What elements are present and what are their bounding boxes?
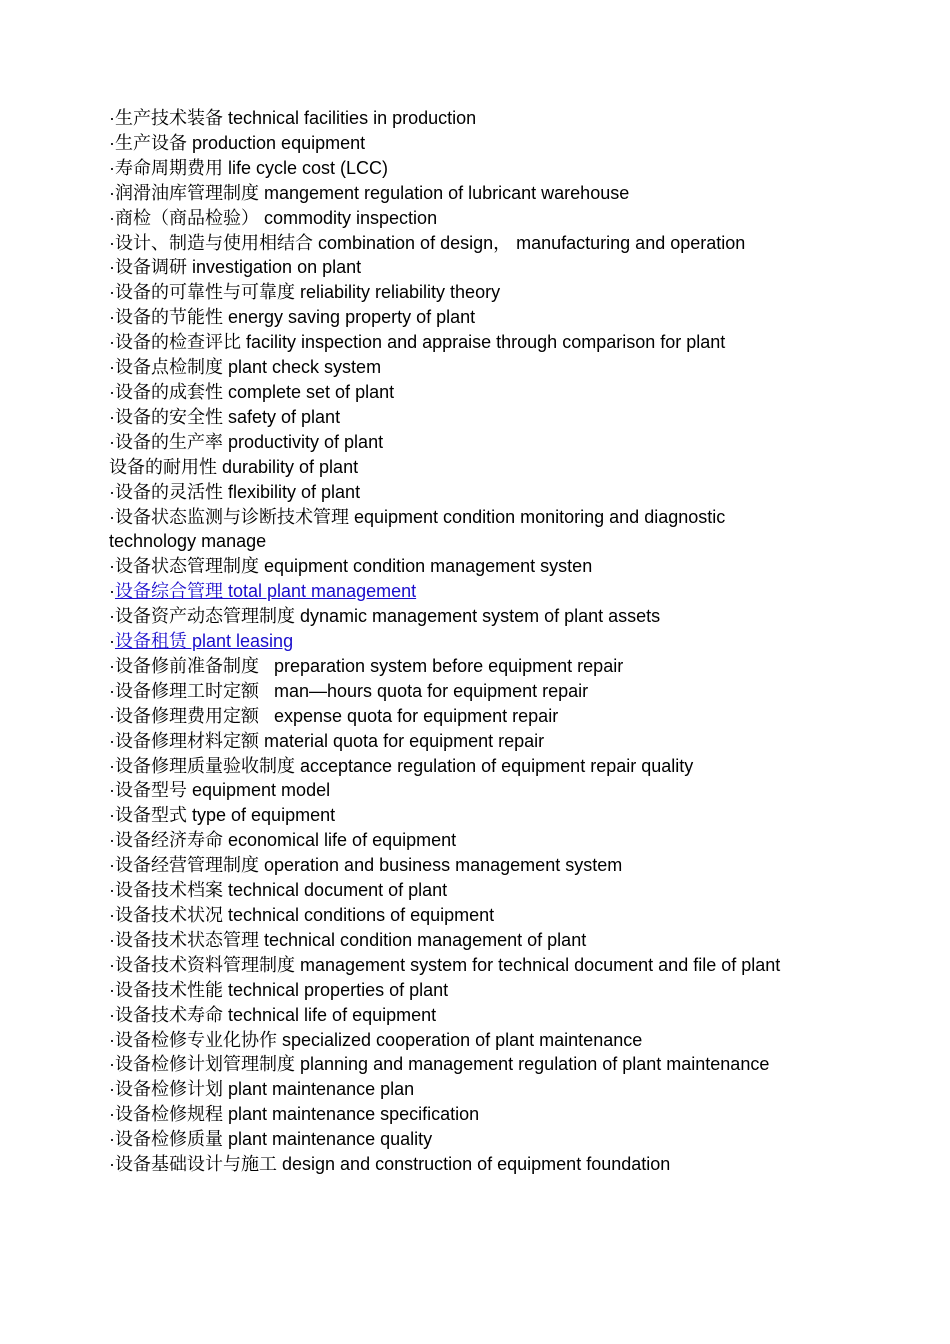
- bullet-dot: ·: [109, 755, 115, 776]
- glossary-term-text: 设备修理质量验收制度 acceptance regulation of equipment repair quality: [115, 755, 694, 776]
- glossary-entry: [109, 231, 809, 256]
- glossary-entry: [109, 654, 809, 679]
- glossary-entry: [109, 206, 809, 231]
- glossary-term-link[interactable]: 设备综合管理 total plant management: [115, 581, 417, 602]
- bullet-dot: ·: [109, 1004, 115, 1025]
- bullet-dot: ·: [109, 481, 115, 502]
- bullet-dot: ·: [109, 705, 115, 726]
- glossary-entry: [109, 280, 809, 305]
- bullet-dot: ·: [109, 1029, 115, 1050]
- glossary-entry: [109, 1028, 809, 1053]
- bullet-dot: ·: [109, 929, 115, 950]
- glossary-term-text: 设备技术性能 technical properties of plant: [115, 979, 449, 1000]
- glossary-term-text: 设备状态管理制度 equipment condition management systen: [115, 556, 593, 577]
- glossary-entry: [109, 380, 809, 405]
- glossary-term-text: 设备的成套性 complete set of plant: [115, 381, 395, 402]
- bullet-dot: ·: [109, 381, 115, 402]
- glossary-entry: [109, 1052, 809, 1077]
- glossary-term-text: 设备技术资料管理制度 management system for technical document and file of plant: [115, 954, 781, 975]
- bullet-dot: ·: [109, 805, 115, 826]
- glossary-entry: [109, 181, 809, 206]
- glossary-entry: [109, 953, 809, 978]
- glossary-term-text: 设备的检查评比 facility inspection and appraise through comparison for plant: [115, 332, 726, 353]
- glossary-term-text: 设备检修规程 plant maintenance specification: [115, 1104, 480, 1125]
- bullet-dot: ·: [109, 132, 115, 153]
- glossary-term-text: 设备修理费用定额 expense quota for equipment repair: [115, 705, 559, 726]
- glossary-entry: [109, 928, 809, 953]
- glossary-entry-list: [109, 106, 809, 1177]
- glossary-entry: [109, 554, 809, 579]
- bullet-dot: ·: [109, 357, 115, 378]
- glossary-term-text: 设备技术状态管理 technical condition management of plant: [115, 929, 587, 950]
- glossary-term-text: 设备基础设计与施工 design and construction of equipment foundation: [115, 1154, 671, 1175]
- glossary-entry: [109, 480, 809, 505]
- glossary-term-text: 设备技术状况 technical conditions of equipment: [115, 905, 495, 925]
- bullet-dot: ·: [109, 207, 115, 228]
- glossary-term-link[interactable]: 设备租赁 plant leasing: [115, 631, 294, 652]
- glossary-entry: [109, 1102, 809, 1127]
- glossary-term-text: 商检（商品检验） commodity inspection: [115, 207, 438, 228]
- bullet-dot: ·: [109, 954, 115, 975]
- glossary-term-text: 设备的安全性 safety of plant: [115, 406, 341, 427]
- glossary-term-text: 设备型号 equipment model: [115, 780, 331, 801]
- glossary-term-text: 设备检修计划 plant maintenance plan: [115, 1079, 415, 1100]
- bullet-dot: ·: [109, 1054, 115, 1075]
- bullet-dot: ·: [109, 606, 115, 627]
- glossary-term-text: 生产设备 production equipment: [115, 132, 366, 153]
- glossary-term-text: 设备检修计划管理制度 planning and management regulation of plant maintenance: [115, 1054, 770, 1075]
- glossary-entry: [109, 305, 809, 330]
- glossary-entry: [109, 978, 809, 1003]
- glossary-term-text: 设备的耐用性 durability of plant: [109, 456, 359, 477]
- glossary-entry-link-row: [109, 629, 809, 654]
- glossary-entry: [109, 355, 809, 380]
- bullet-dot: ·: [109, 257, 115, 278]
- bullet-dot: ·: [109, 581, 115, 602]
- glossary-entry: [109, 729, 809, 754]
- glossary-term-text: 设备修前准备制度 preparation system before equipment repair: [115, 655, 624, 676]
- glossary-entry: [109, 455, 809, 480]
- glossary-term-text: 设备的生产率 productivity of plant: [115, 431, 384, 452]
- bullet-dot: ·: [109, 332, 115, 353]
- bullet-dot: ·: [109, 880, 115, 901]
- glossary-term-text: 设备技术档案 technical document of plant: [115, 880, 448, 901]
- glossary-term-text: 设备点检制度 plant check system: [115, 357, 382, 378]
- glossary-term-text: 设备检修专业化协作 specialized cooperation of plant maintenance: [115, 1029, 643, 1050]
- bullet-dot: ·: [109, 979, 115, 1000]
- glossary-entry: [109, 679, 809, 704]
- glossary-term-text: 润滑油库管理制度 mangement regulation of lubricant warehouse: [115, 182, 630, 203]
- bullet-dot: ·: [109, 830, 115, 851]
- glossary-entry: [109, 106, 809, 131]
- glossary-entry: [109, 903, 809, 928]
- bullet-dot: ·: [109, 282, 115, 303]
- bullet-dot: ·: [109, 1079, 115, 1100]
- bullet-dot: ·: [109, 406, 115, 427]
- glossary-entry: [109, 704, 809, 729]
- bullet-dot: ·: [109, 307, 115, 328]
- glossary-term-text: 设备检修质量 plant maintenance quality: [115, 1129, 433, 1150]
- glossary-entry: [109, 604, 809, 629]
- bullet-dot: ·: [109, 730, 115, 751]
- glossary-entry-link-row: [109, 579, 809, 604]
- glossary-term-text: 设备的节能性 energy saving property of plant: [115, 307, 476, 328]
- bullet-dot: ·: [109, 431, 115, 452]
- glossary-term-text: 设备技术寿命 technical life of equipment: [115, 1004, 437, 1025]
- bullet-dot: ·: [109, 1129, 115, 1150]
- glossary-entry: [109, 1127, 809, 1152]
- glossary-entry: [109, 878, 809, 903]
- glossary-entry: [109, 1003, 809, 1028]
- glossary-entry: [109, 1152, 809, 1177]
- glossary-entry: [109, 828, 809, 853]
- glossary-term-text: 设备经营管理制度 operation and business management system: [115, 855, 623, 876]
- bullet-dot: ·: [109, 855, 115, 876]
- glossary-term-text: 设备调研 investigation on plant: [115, 257, 362, 278]
- glossary-term-text: 设备状态监测与诊断技术管理 equipment condition monitoring and diagnostic technology manage: [109, 506, 731, 552]
- glossary-entry: [109, 803, 809, 828]
- glossary-entry: [109, 255, 809, 280]
- glossary-term-text: 设备资产动态管理制度 dynamic management system of plant assets: [115, 606, 661, 627]
- bullet-dot: ·: [109, 232, 115, 253]
- bullet-dot: ·: [109, 182, 115, 203]
- glossary-entry: [109, 1077, 809, 1102]
- glossary-entry: [109, 330, 809, 355]
- glossary-term-text: 设计、制造与使用相结合 combination of design， manufacturing and operation: [115, 232, 746, 253]
- glossary-entry: [109, 156, 809, 181]
- glossary-term-text: 寿命周期费用 life cycle cost (LCC): [115, 157, 389, 178]
- bullet-dot: ·: [109, 655, 115, 676]
- glossary-term-text: 设备型式 type of equipment: [115, 805, 336, 826]
- bullet-dot: ·: [109, 157, 115, 178]
- glossary-term-text: 生产技术装备 technical facilities in production: [115, 108, 477, 128]
- bullet-dot: ·: [109, 108, 115, 128]
- glossary-entry: [109, 754, 809, 779]
- glossary-term-text: 设备的可靠性与可靠度 reliability reliability theory: [115, 282, 501, 303]
- bullet-dot: ·: [109, 1104, 115, 1125]
- bullet-dot: ·: [109, 680, 115, 701]
- bullet-dot: ·: [109, 506, 115, 527]
- glossary-term-text: 设备经济寿命 economical life of equipment: [115, 830, 457, 851]
- glossary-term-text: 设备的灵活性 flexibility of plant: [115, 481, 361, 502]
- bullet-dot: ·: [109, 1154, 115, 1175]
- bullet-dot: ·: [109, 905, 115, 925]
- glossary-term-text: 设备修理工时定额 man—hours quota for equipment repair: [115, 680, 589, 701]
- bullet-dot: ·: [109, 780, 115, 801]
- bullet-dot: ·: [109, 556, 115, 577]
- glossary-entry: [109, 853, 809, 878]
- glossary-term-text: 设备修理材料定额 material quota for equipment repair: [115, 730, 545, 751]
- glossary-entry: [109, 778, 809, 803]
- bullet-dot: ·: [109, 631, 115, 652]
- glossary-entry: [109, 405, 809, 430]
- glossary-entry: [109, 505, 809, 555]
- glossary-entry: [109, 131, 809, 156]
- glossary-entry: [109, 430, 809, 455]
